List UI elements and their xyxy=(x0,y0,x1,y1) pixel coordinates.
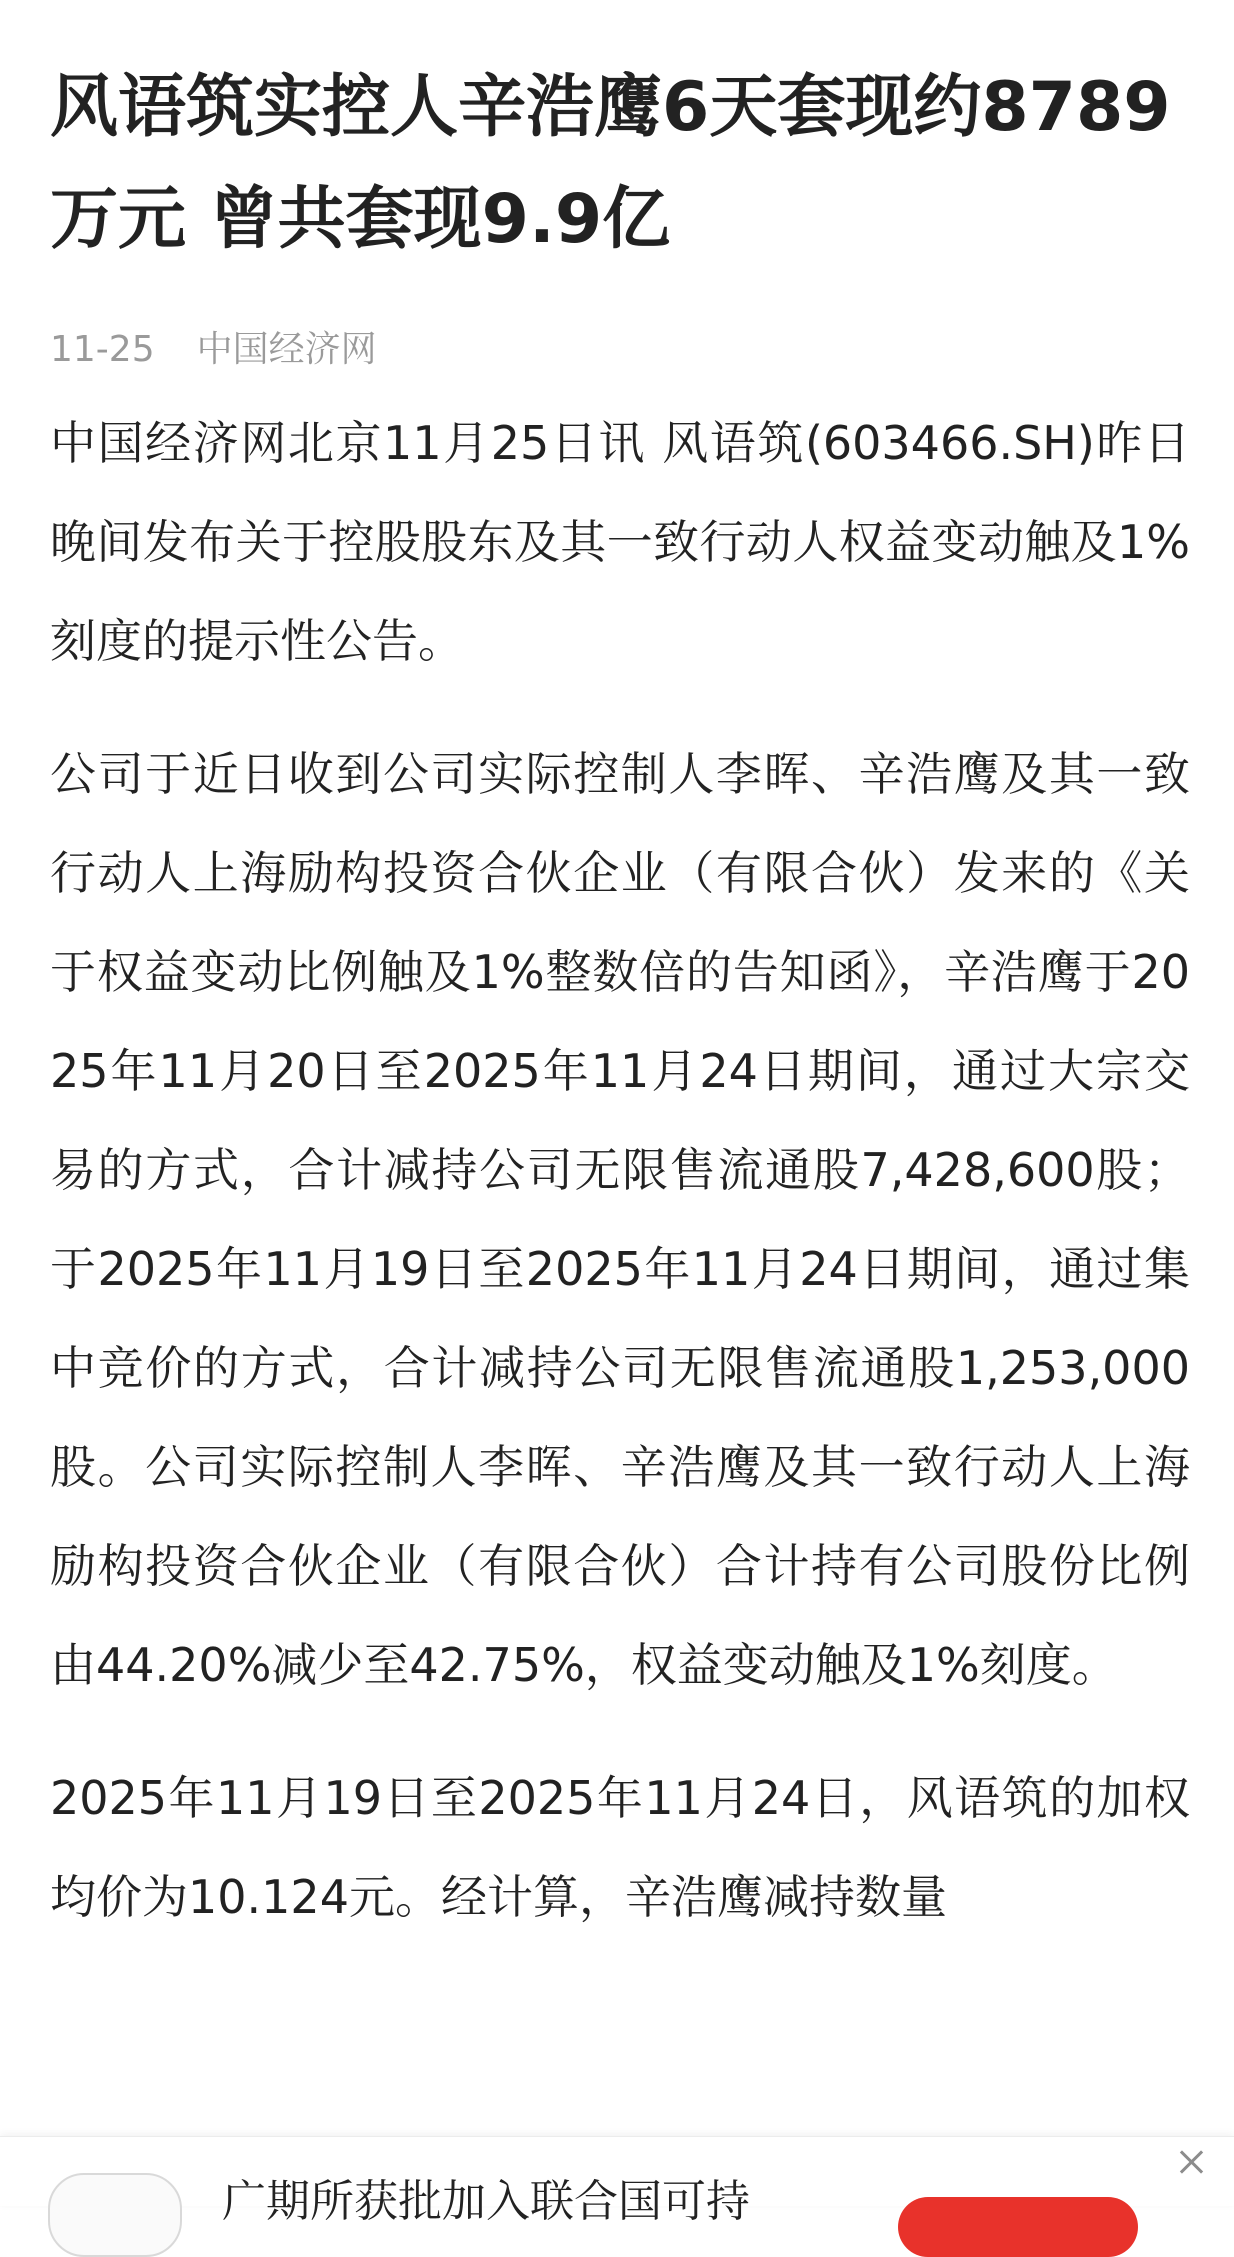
banner-headline[interactable]: 广期所获批加入联合国可持 xyxy=(222,2176,750,2227)
banner-thumbnail[interactable] xyxy=(48,2173,182,2257)
article-paragraph: 2025年11月19日至2025年11月24日，风语筑的加权均价为10.124元。经计算，辛浩鹰减持数量 xyxy=(50,1771,1190,1924)
article-paragraph: 公司于近日收到公司实际控制人李晖、辛浩鹰及其一致行动人上海励构投资合伙企业（有限合伙）发来的《关于权益变动比例触及1%整数倍的告知函》，辛浩鹰于2025年11月20日至2025年11月24日期间，通过大宗交易的方式，合计减持公司无限售流通股7,428,600股；于2025年11月19日至2025年11月24日期间，通过集中竞价的方式，合计减持公司无限售流通股1,253,000股。公司实际控制人李晖、辛浩鹰及其一致行动人上海励构投资合伙企业（有限合伙）合计持有公司股份比例由44.20%减少至42.75%，权益变动触及1%刻度。 xyxy=(50,747,1190,1692)
article-paragraph: 中国经济网北京11月25日讯 风语筑(603466.SH)昨日晚间发布关于控股股东及其一致行动人权益变动触及1%刻度的提示性公告。 xyxy=(50,416,1190,668)
article xyxy=(50,52,1190,1981)
publish-date: 11-25 xyxy=(50,329,155,370)
article-title: 风语筑实控人辛浩鹰6天套现约8789万元 曾共套现9.9亿 xyxy=(50,68,1171,259)
article-meta xyxy=(50,328,1190,372)
article-content xyxy=(50,394,1190,1947)
source-name[interactable]: 中国经济网 xyxy=(196,329,377,370)
banner-action-button[interactable] xyxy=(898,2197,1138,2257)
bottom-recommendation-bar[interactable] xyxy=(0,2136,1234,2227)
close-icon[interactable] xyxy=(1176,2147,1206,2177)
